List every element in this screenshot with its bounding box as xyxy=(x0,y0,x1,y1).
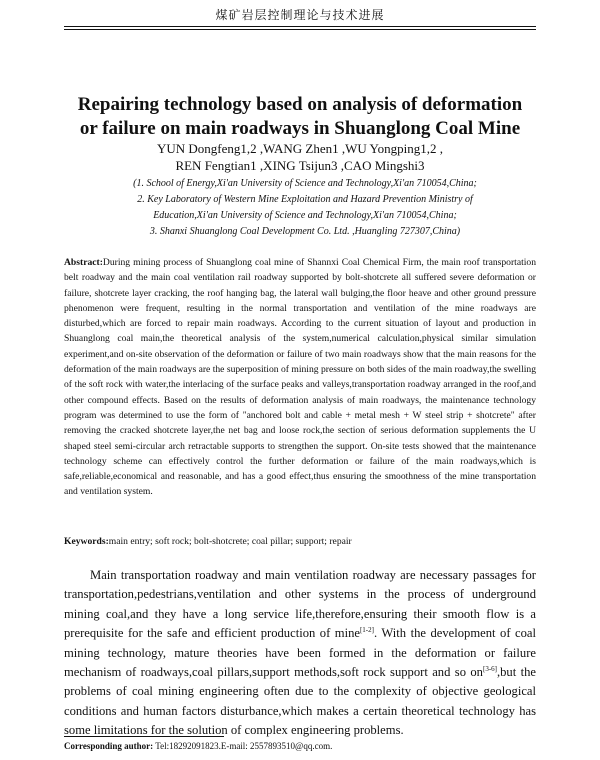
footnote-label: Corresponding author: xyxy=(64,741,154,751)
footnote-text: Tel:18292091823.E-mail: 2557893510@qq.com. xyxy=(155,741,333,751)
citation-1-2[interactable]: [1-2] xyxy=(359,626,374,635)
affiliation-1: (1. School of Energy,Xi'an University of Science and Technology,Xi'an 710054,China; xyxy=(133,178,477,189)
abstract xyxy=(64,255,536,500)
abstract-text: During mining process of Shuanglong coal mine of Shannxi Coal Chemical Firm, the main roof transportation belt roadway and the main coal ventilation rail roadway supported by bolt-shotcrete all suffered severe deformation or failure, shotcrete layer cracking, the roof hanging bag, the lateral wall bulging,the floor heave and other ground pressure phenomenon were frequent, resulting in the normal transportation and ventilation of the mine roadways are disturbed,which are forced to repair main roadways. According to the current situation of layout and production in Shuanglong coal main,the theoretical analysis of the system,numerical calculation,physical similar simulation experiment,and on-site observation of the deformation or failure of two main roadways show that the main reasons for the deformation of the main roadways are the superposition of mining pressure on both sides of the main roadway,the swelling of the soft rock with water,the interlacing of the surface peaks and valleys,transportation roadway arranged in the roof,and other compound effects. Based on the results of deformation analysis of main roadways, the maintenance technology program was determined to use the form of "anchored bolt and cable + metal mesh + W steel strip + shotcrete" after removing the cracked shotcrete layer,the net bag and loose rock,the section of serious deformation supplements the U shaped steel semi-circular arch retractable supports to strengthen the support. On-site tests showed that the maintenance technology scheme can effectively control the further deformation or failure of the main roadways,which is safe,reliable,economical and reasonable, and has a good effect,thus ensuring the smoothness of the mine transportation and ventilation system. xyxy=(64,257,536,498)
authors-line-2: REN Fengtian1 ,XING Tsijun3 ,CAO Mingshi3 xyxy=(175,158,425,173)
introduction-paragraph xyxy=(64,566,536,741)
title-line-2: or failure on main roadways in Shuanglong Coal Mine xyxy=(79,118,521,139)
running-header: 煤矿岩层控制理论与技术进展 xyxy=(215,8,385,22)
paragraph-text-b: . With the development of coal mining technology, mature theories have been formed in the deformation or failure mechanism of roadways,coal pillars,support methods,soft rock support and so on xyxy=(64,626,536,680)
citation-3-6[interactable]: [3-6] xyxy=(482,664,497,673)
header-rule-thin xyxy=(64,29,536,30)
author-list xyxy=(60,140,540,174)
footnote xyxy=(64,741,536,751)
affiliations xyxy=(50,176,560,240)
keywords xyxy=(64,534,536,549)
keywords-text: main entry; soft rock; bolt-shotcrete; coal pillar; support; repair xyxy=(108,536,352,547)
affiliation-2: 2. Key Laboratory of Western Mine Exploitation and Hazard Prevention Ministry of xyxy=(137,194,473,205)
authors-line-1: YUN Dongfeng1,2 ,WANG Zhen1 ,WU Yongping1,2 , xyxy=(157,141,443,156)
paper-title xyxy=(40,93,560,141)
keywords-label: Keywords: xyxy=(64,536,109,547)
affiliation-3: Education,Xi'an University of Science and Technology,Xi'an 710054,China; xyxy=(153,210,457,221)
abstract-label: Abstract: xyxy=(64,257,103,268)
header-rule xyxy=(64,26,536,27)
paragraph-text-c: ,but the problems of coal mining engineering often due to the complexity of objective geological conditions and human factors disturbance,which makes a certain theoretical technology has some limitations for the solution of complex engineering problems. xyxy=(64,665,536,738)
affiliation-4: 3. Shanxi Shuanglong Coal Development Co. Ltd. ,Huangling 727307,China) xyxy=(149,226,461,237)
paragraph-text-a: Main transportation roadway and main ventilation roadway are necessary passages for transportation,pedestrians,ventilation and other systems in the process of underground mining coal,and they have a long service life,therefore,ensuring their smooth flow is a prerequisite for the safe and efficient production of mine xyxy=(64,568,536,641)
footnote-rule xyxy=(64,736,224,737)
title-line-1: Repairing technology based on analysis of deformation xyxy=(77,94,523,115)
